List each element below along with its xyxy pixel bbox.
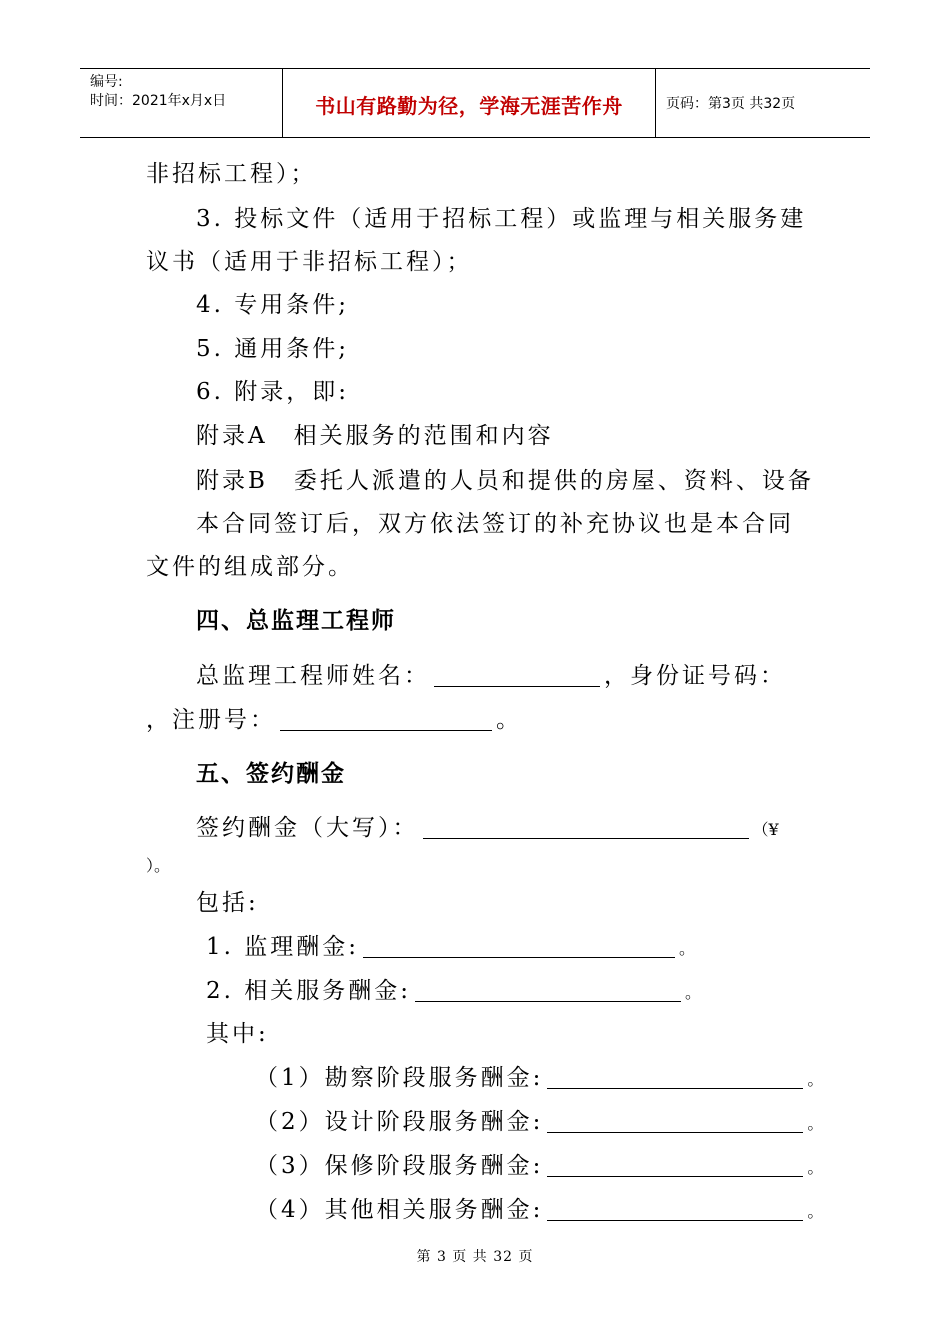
page-footer: 第 3 页 共 32 页 [416,1249,534,1265]
page-header [80,68,870,138]
serial-label: 编号: [90,74,123,90]
supervision-fee-field[interactable] [363,935,675,958]
chief-engineer-line [196,660,786,692]
body-line-9: 本合同签订后，双方依法签订的补充协议也是本合同 [196,511,794,537]
section-heading-4: 四、总监理工程师 [196,608,396,634]
period: 。 [807,1070,824,1089]
section-heading-5: 五、签约酬金 [196,761,346,787]
fee-item-2-label: 2. 相关服务酬金: [206,978,412,1004]
related-service-fee-field[interactable] [415,979,681,1002]
body-line-3: 议书（适用于非招标工程）； [146,249,473,275]
body-line-10: 文件的组成部分。 [146,554,354,580]
header-page-info: 页码：第3页 共32页 [666,96,796,112]
design-fee-field[interactable] [547,1110,803,1133]
period: 。 [807,1158,824,1177]
fee-item-2 [206,975,701,1009]
header-right-cell [656,69,870,137]
period: 。 [807,1114,824,1133]
appendix-b: 附录B 委托人派遣的人员和提供的房屋、资料、设备 [196,468,814,494]
body-line-5: 5. 通用条件; [196,336,350,362]
sub-item-1-label: （1）勘察阶段服务酬金: [255,1065,544,1091]
header-motto: 书山有路勤为径，学海无涯苦作舟 [315,94,623,118]
sub-item-3 [255,1150,823,1184]
body-line-2: 3. 投标文件（适用于招标工程）或监理与相关服务建 [196,206,807,232]
sub-item-3-label: （3）保修阶段服务酬金: [255,1153,544,1179]
warranty-fee-field[interactable] [547,1154,803,1177]
sub-item-4 [255,1194,823,1228]
chief-name-label: 总监理工程师姓名： [196,663,430,689]
survey-fee-field[interactable] [547,1066,803,1089]
header-middle-cell [283,69,656,137]
body-line-4: 4. 专用条件; [196,292,350,318]
among-label: 其中: [206,1021,269,1047]
sub-item-1 [255,1062,823,1096]
period: 。 [496,707,522,733]
fee-close: ）。 [146,856,171,875]
chief-reg-line [146,704,522,736]
appendix-a: 附录A 相关服务的范围和内容 [196,423,554,449]
header-left-cell [80,69,283,137]
sub-item-2 [255,1106,823,1140]
period: 。 [679,939,696,958]
time-label: 时间：2021年x月x日 [90,93,227,109]
chief-name-field[interactable] [434,664,600,687]
sub-item-2-label: （2）设计阶段服务酬金: [255,1109,544,1135]
include-label: 包括: [196,890,259,916]
chief-reg-field[interactable] [280,708,492,731]
fee-label: 签约酬金（大写）： [196,815,419,841]
fee-amount-field[interactable] [423,816,749,839]
fee-yen: （¥ [752,820,779,839]
fee-line [196,812,779,846]
period: 。 [685,983,702,1002]
chief-id-label: ，身份证号码： [604,663,786,689]
chief-reg-label: ，注册号： [146,707,276,733]
period: 。 [807,1202,824,1221]
body-line-1: 非招标工程）； [146,161,317,187]
fee-item-1-label: 1. 监理酬金: [206,934,360,960]
other-service-fee-field[interactable] [547,1198,803,1221]
sub-item-4-label: （4）其他相关服务酬金: [255,1197,544,1223]
fee-item-1 [206,931,695,965]
body-line-6: 6. 附录，即: [196,379,350,405]
